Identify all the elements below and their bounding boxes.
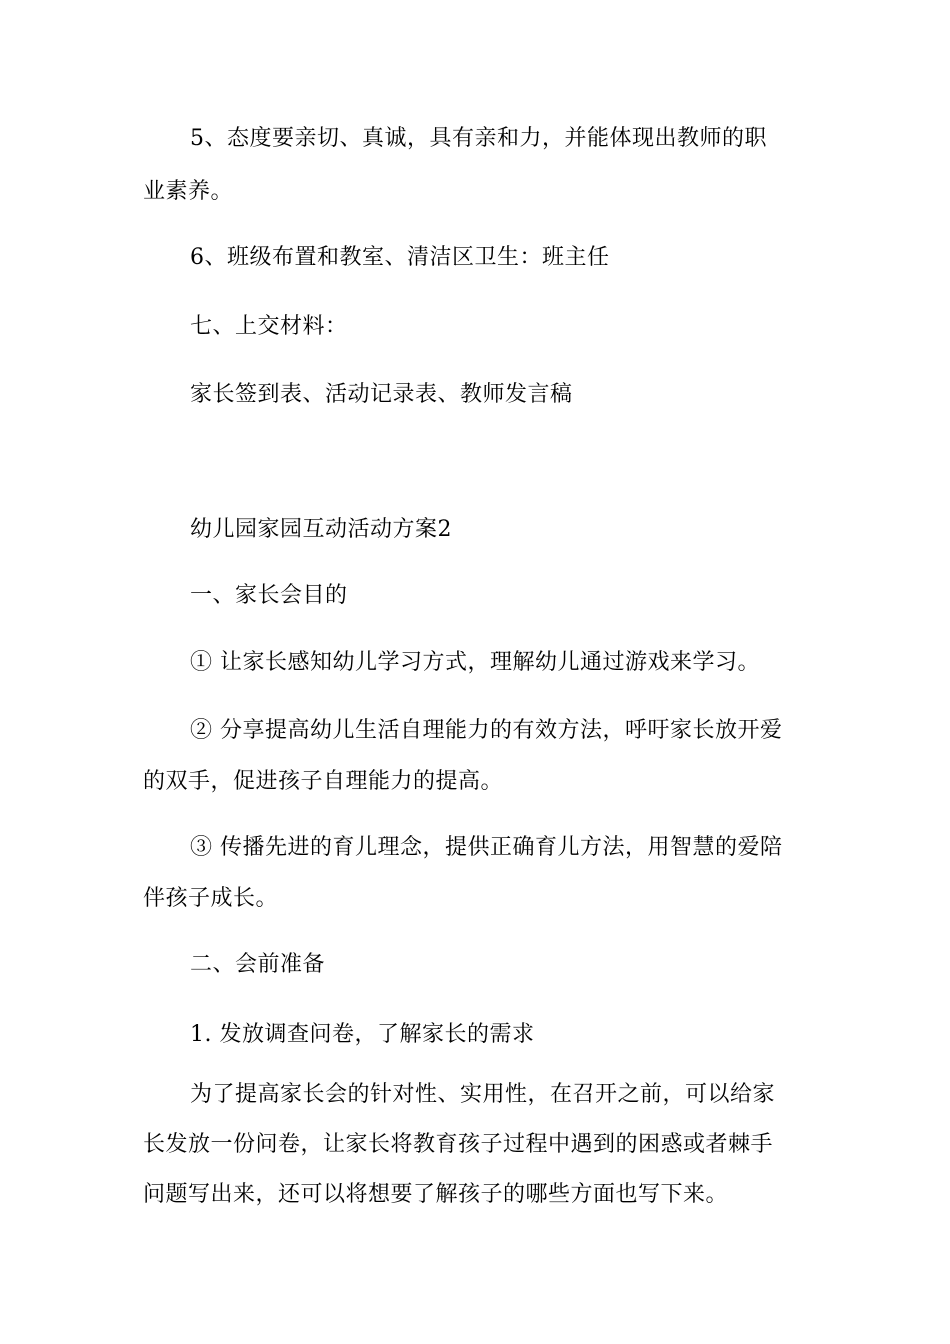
paragraph-line: 问题写出来，还可以将想要了解孩子的哪些方面也写下来。 [143,1182,729,1207]
document-title: 幼儿园家园互动活动方案2 [190,517,452,542]
paragraph-line: 业素养。 [143,179,234,204]
list-item: ① 让家长感知幼儿学习方式，理解幼儿通过游戏来学习。 [190,650,760,675]
paragraph-line: 5、态度要亲切、真诚，具有亲和力，并能体现出教师的职 [190,126,767,151]
paragraph-line: 家长签到表、活动记录表、教师发言稿 [190,382,573,407]
section-heading: 七、上交材料： [190,314,348,339]
paragraph-line: 长发放一份问卷，让家长将教育孩子过程中遇到的困惑或者棘手 [143,1132,774,1157]
paragraph-line: 为了提高家长会的针对性、实用性，在召开之前，可以给家 [190,1082,776,1107]
subsection-heading: 1. 发放调查问卷，了解家长的需求 [190,1022,535,1047]
list-item: ② 分享提高幼儿生活自理能力的有效方法，呼吁家长放开爱 [190,718,783,743]
list-item-continuation: 的双手，促进孩子自理能力的提高。 [143,769,504,794]
paragraph-line: 6、班级布置和教室、清洁区卫生：班主任 [190,245,610,270]
list-item: ③ 传播先进的育儿理念，提供正确育儿方法，用智慧的爱陪 [190,835,783,860]
section-heading: 一、家长会目的 [190,583,348,608]
list-item-continuation: 伴孩子成长。 [143,886,279,911]
section-heading: 二、会前准备 [190,952,326,977]
